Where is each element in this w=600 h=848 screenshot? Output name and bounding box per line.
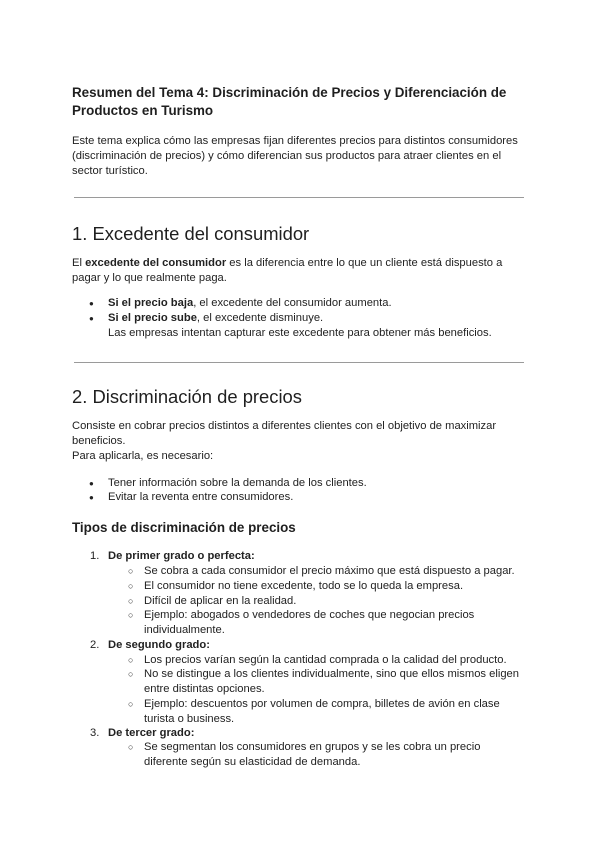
sub-text: Difícil de aplicar en la realidad.: [144, 595, 297, 607]
bullet-icon: ●: [89, 479, 94, 488]
sub-text: Ejemplo: abogados o vendedores de coches que negocian precios individualmente.: [144, 609, 475, 636]
section1-heading: 1. Excedente del consumidor: [72, 223, 310, 244]
bullet-continuation: Las empresas intentan capturar este excedente para obtener más beneficios.: [108, 327, 492, 339]
sub-text: No se distingue a los clientes individualmente, sino que ellos mismos eligen entre distintas opciones.: [144, 668, 519, 695]
bullet-bold: Si el precio sube: [108, 312, 197, 324]
bullet-text: [108, 296, 392, 311]
bullet-text: Tener información sobre la demanda de los clientes.: [108, 477, 367, 489]
sub-bullet-icon: ○: [128, 699, 134, 709]
section2-paragraph-1: Consiste en cobrar precios distintos a diferentes clientes con el objetivo de maximizar beneficios.: [72, 420, 497, 447]
list-number: 3.: [90, 727, 100, 739]
section2-heading: 2. Discriminación de precios: [72, 386, 302, 407]
section1-paragraph: [72, 256, 532, 286]
section1-para-bold: excedente del consumidor: [85, 257, 227, 269]
list-number: 1.: [90, 550, 100, 562]
divider-2: [74, 362, 524, 363]
bullet-rest: , el excedente disminuye.: [196, 312, 324, 324]
bullet-text: Evitar la reventa entre consumidores.: [108, 491, 294, 503]
list-title: De segundo grado:: [108, 639, 210, 651]
bullet-bold: Si el precio baja: [108, 297, 194, 309]
sub-bullet-icon: ○: [128, 669, 134, 679]
bullet-icon: ●: [89, 299, 94, 308]
document-title: Resumen del Tema 4: Discriminación de Precios y Diferenciación de Productos en Turismo: [72, 85, 507, 118]
sub-text: Se cobra a cada consumidor el precio máximo que está dispuesto a pagar.: [144, 565, 515, 577]
sub-bullet-icon: ○: [128, 655, 134, 665]
sub-text: Se segmentan los consumidores en grupos y se les cobra un precio diferente según su elasticidad de demanda.: [144, 741, 481, 768]
types-subheading: Tipos de discriminación de precios: [72, 520, 296, 535]
divider-1: [74, 197, 524, 198]
section1-para-rest: es la diferencia entre lo que un cliente está dispuesto a pagar y lo que realmente paga.: [72, 257, 503, 284]
bullet-icon: ●: [89, 493, 94, 502]
list-title: De primer grado o perfecta:: [108, 550, 255, 562]
sub-text: Los precios varían según la cantidad comprada o la calidad del producto.: [144, 654, 507, 666]
sub-bullet-icon: ○: [128, 610, 134, 620]
section2-paragraph-2: Para aplicarla, es necesario:: [72, 450, 214, 462]
list-title: De tercer grado:: [108, 727, 195, 739]
section1-para-prefix: El: [72, 257, 86, 269]
sub-bullet-icon: ○: [128, 596, 134, 606]
sub-bullet-icon: ○: [128, 581, 134, 591]
sub-bullet-icon: ○: [128, 566, 134, 576]
bullet-rest: , el excedente del consumidor aumenta.: [193, 297, 392, 309]
list-number: 2.: [90, 639, 100, 651]
intro-paragraph: Este tema explica cómo las empresas fijan diferentes precios para distintos consumidores (discriminación de precios) y cómo diferencian sus productos para atraer clientes en el sector turístico.: [72, 135, 518, 177]
sub-bullet-icon: ○: [128, 742, 134, 752]
sub-text: El consumidor no tiene excedente, todo se lo queda la empresa.: [144, 580, 464, 592]
bullet-icon: ●: [89, 314, 94, 323]
sub-text: Ejemplo: descuentos por volumen de compra, billetes de avión en clase turista o business.: [144, 698, 500, 725]
bullet-text: [108, 311, 323, 326]
